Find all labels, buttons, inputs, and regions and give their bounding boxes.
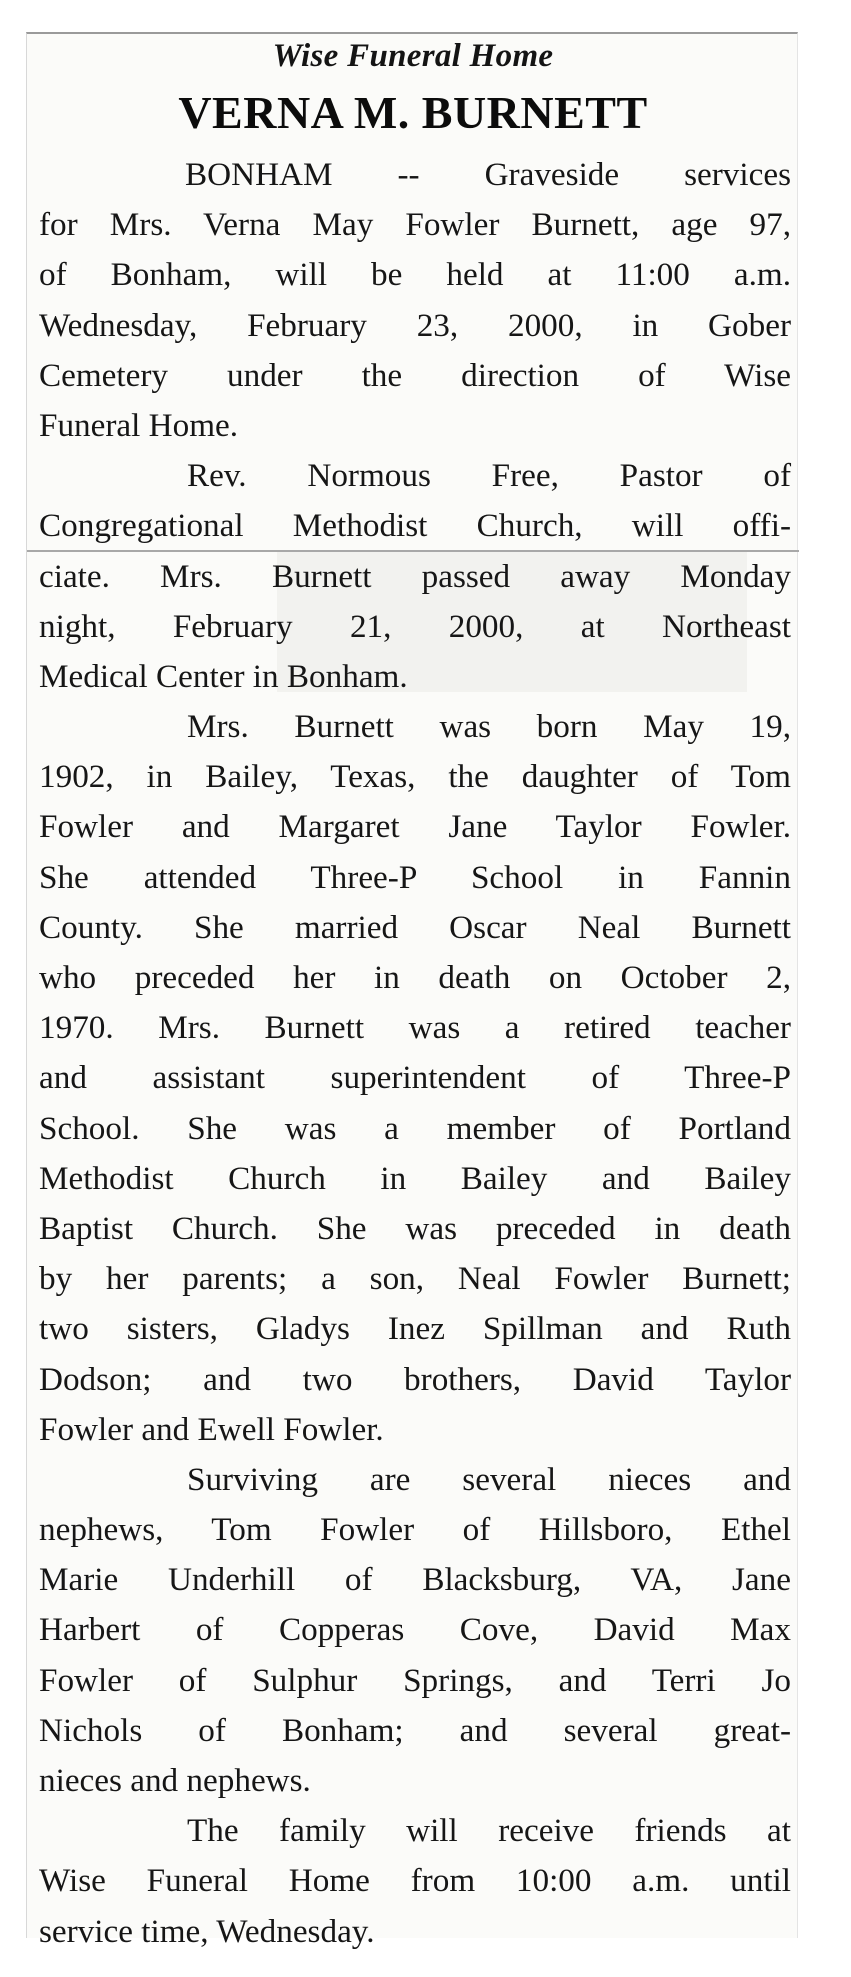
text-line: Congregational Methodist Church, will offi-: [39, 507, 791, 545]
text-line: night, February 21, 2000, at Northeast: [39, 607, 791, 645]
text-line: BONHAM -- Graveside services: [185, 156, 791, 193]
text-line: Dodson; and two brothers, David Taylor: [39, 1360, 791, 1398]
text-line: School. She was a member of Portland: [39, 1109, 791, 1147]
text-line: Fowler and Ewell Fowler.: [39, 1410, 384, 1448]
text-line: Methodist Church in Bailey and Bailey: [39, 1159, 791, 1197]
text-line: Harbert of Copperas Cove, David Max: [39, 1611, 791, 1649]
text-line: Cemetery under the direction of Wise: [39, 356, 791, 394]
text-line: for Mrs. Verna May Fowler Burnett, age 97,: [39, 206, 791, 244]
obituary-headline: VERNA M. BURNETT: [178, 87, 648, 138]
text-line: Rev. Normous Free, Pastor of: [187, 457, 791, 495]
obituary-clipping: [26, 32, 798, 1950]
text-line: Wednesday, February 23, 2000, in Gober: [39, 306, 791, 344]
text-line: who preceded her in death on October 2,: [39, 959, 791, 996]
text-line: ciate. Mrs. Burnett passed away Monday: [39, 557, 791, 595]
text-line: nieces and nephews.: [39, 1762, 311, 1799]
text-line: She attended Three-P School in Fannin: [39, 858, 791, 896]
text-line: by her parents; a son, Neal Fowler Burnett;: [39, 1260, 791, 1298]
text-line: Nichols of Bonham; and several great-: [39, 1711, 791, 1749]
paragraph-visitation: [39, 1806, 791, 1957]
text-line: of Bonham, will be held at 11:00 a.m.: [39, 256, 791, 294]
obituary-body: [39, 150, 791, 1957]
text-line: Medical Center in Bonham.: [39, 657, 408, 695]
text-line: Mrs. Burnett was born May 19,: [187, 708, 791, 746]
paragraph-services: [39, 150, 791, 451]
paragraph-officiant: [39, 451, 791, 702]
text-line: and assistant superintendent of Three-P: [39, 1059, 791, 1097]
text-line: The family will receive friends at: [187, 1812, 791, 1850]
text-line: service time, Wednesday.: [39, 1912, 375, 1950]
text-line: Funeral Home.: [39, 406, 239, 444]
text-line: Fowler of Sulphur Springs, and Terri Jo: [39, 1661, 791, 1699]
text-line: Surviving are several nieces and: [187, 1460, 791, 1498]
paragraph-biography: [39, 702, 791, 1455]
text-line: 1902, in Bailey, Texas, the daughter of Tom: [39, 758, 791, 796]
text-line: Baptist Church. She was preceded in death: [39, 1209, 791, 1247]
text-line: nephews, Tom Fowler of Hillsboro, Ethel: [39, 1511, 791, 1549]
text-line: Wise Funeral Home from 10:00 a.m. until: [39, 1862, 791, 1900]
text-line: 1970. Mrs. Burnett was a retired teacher: [39, 1009, 791, 1047]
text-line: Fowler and Margaret Jane Taylor Fowler.: [39, 808, 791, 846]
paragraph-survivors: [39, 1455, 791, 1806]
text-line: Marie Underhill of Blacksburg, VA, Jane: [39, 1561, 791, 1599]
masthead: Wise Funeral Home: [272, 38, 554, 74]
text-line: County. She married Oscar Neal Burnett: [39, 908, 791, 946]
text-line: two sisters, Gladys Inez Spillman and Ruth: [39, 1310, 791, 1348]
